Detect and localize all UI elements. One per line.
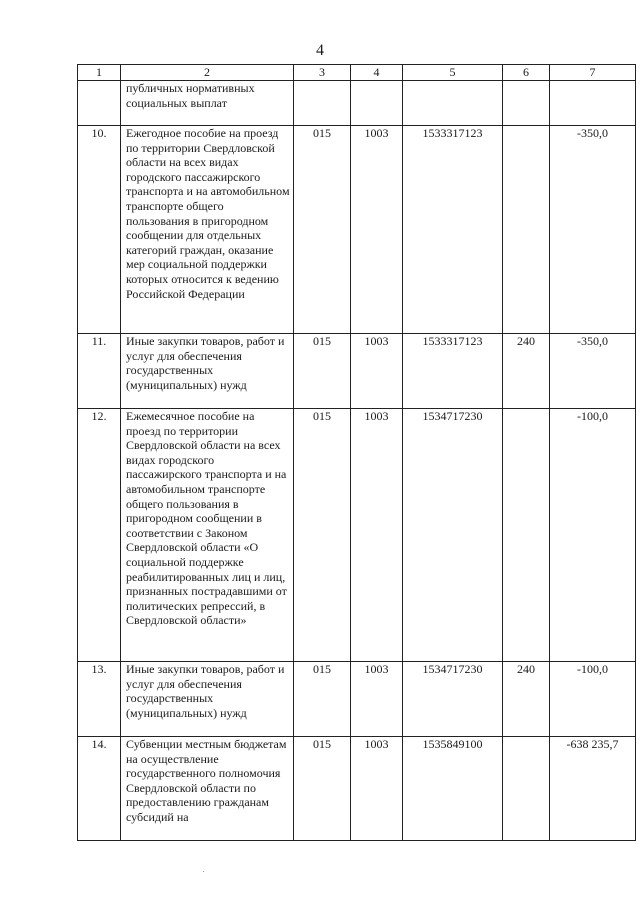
row-code-5: 1533317123: [403, 126, 503, 334]
row-code-3: [294, 81, 351, 126]
column-header: 6: [503, 65, 550, 81]
table-row: [78, 126, 636, 334]
row-name: Ежегодное пособие на проезд по территории Свердловской области на всех видах городского пассажирского транспорта и на автомобильном транспорте общего пользования в пригородном сообщении для отдельных категорий граждан, оказание мер социальной поддержки которых относится к ведению Российской Федерации: [121, 126, 294, 334]
row-name: Субвенции местным бюджетам на осуществление государственного полномочия Свердловской области по предоставлению гражданам субсидий на: [121, 737, 294, 841]
row-amount: -350,0: [550, 126, 636, 334]
table-row: [78, 409, 636, 662]
row-code-3: 015: [294, 662, 351, 737]
row-name: Иные закупки товаров, работ и услуг для обеспечения государственных (муниципальных) нужд: [121, 662, 294, 737]
row-code-3: 015: [294, 409, 351, 662]
row-amount: -100,0: [550, 409, 636, 662]
column-header: 1: [78, 65, 121, 81]
row-code-4: 1003: [351, 334, 403, 409]
row-code-4: 1003: [351, 737, 403, 841]
column-header: 4: [351, 65, 403, 81]
scan-speck: [203, 871, 204, 872]
row-amount: -100,0: [550, 662, 636, 737]
table-row: [78, 334, 636, 409]
row-code-5: 1534717230: [403, 662, 503, 737]
row-number: 12.: [78, 409, 121, 662]
row-code-5: [403, 81, 503, 126]
row-code-3: 015: [294, 334, 351, 409]
table-row: [78, 81, 636, 126]
row-code-5: 1533317123: [403, 334, 503, 409]
row-amount: -350,0: [550, 334, 636, 409]
row-code-5: 1534717230: [403, 409, 503, 662]
column-header: 7: [550, 65, 636, 81]
row-amount: [550, 81, 636, 126]
row-code-4: 1003: [351, 126, 403, 334]
row-code-3: 015: [294, 737, 351, 841]
row-code-6: [503, 126, 550, 334]
row-code-6: [503, 81, 550, 126]
budget-table: [77, 64, 636, 841]
column-header: 5: [403, 65, 503, 81]
column-header: 2: [121, 65, 294, 81]
row-code-6: 240: [503, 334, 550, 409]
row-code-6: [503, 409, 550, 662]
row-number: 13.: [78, 662, 121, 737]
row-number: 14.: [78, 737, 121, 841]
row-amount: -638 235,7: [550, 737, 636, 841]
row-number: [78, 81, 121, 126]
row-code-6: [503, 737, 550, 841]
row-code-6: 240: [503, 662, 550, 737]
row-number: 11.: [78, 334, 121, 409]
column-header: 3: [294, 65, 351, 81]
table-row: [78, 662, 636, 737]
table-row: [78, 737, 636, 841]
row-name: Ежемесячное пособие на проезд по территории Свердловской области на всех видах городского пассажирского транспорта и на автомобильном транспорте общего пользования в пригородном сообщении в соответствии с Законом Свердловской области «О социальной поддержке реабилитированных лиц и лиц, признанных пострадавшими от политических репрессий, в Свердловской области»: [121, 409, 294, 662]
row-code-5: 1535849100: [403, 737, 503, 841]
row-name: Иные закупки товаров, работ и услуг для обеспечения государственных (муниципальных) нужд: [121, 334, 294, 409]
row-code-4: 1003: [351, 662, 403, 737]
row-code-3: 015: [294, 126, 351, 334]
row-code-4: [351, 81, 403, 126]
page-number: 4: [316, 42, 324, 59]
row-code-4: 1003: [351, 409, 403, 662]
row-name: публичных нормативных социальных выплат: [121, 81, 294, 126]
header-row: [78, 65, 636, 81]
row-number: 10.: [78, 126, 121, 334]
